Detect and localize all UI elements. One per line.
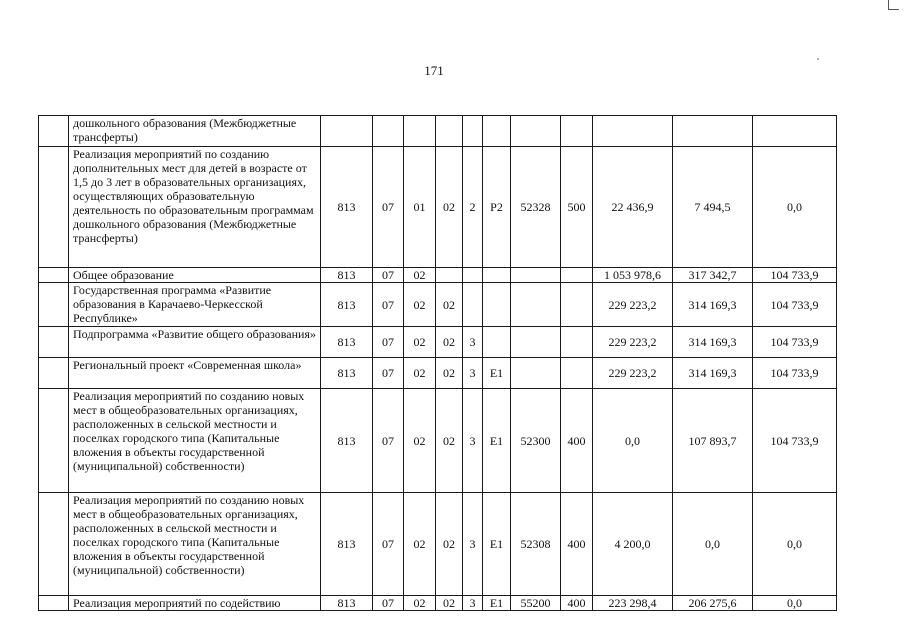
cell-direction	[511, 283, 561, 327]
table-row	[39, 268, 837, 283]
cell-name: дошкольного образования (Межбюджетные трансферты)	[69, 116, 321, 147]
cell-subprogram: 3	[463, 358, 483, 389]
cell-subprogram	[463, 116, 483, 147]
page-number: 171	[424, 63, 444, 78]
cell-sum-year-2: 107 893,7	[673, 389, 753, 493]
cell-margin	[39, 283, 69, 327]
cell-ministry-code	[321, 116, 373, 147]
cell-expense-type	[561, 116, 593, 147]
cell-subprogram: 3	[463, 389, 483, 493]
cell-subsection: 02	[404, 389, 436, 493]
cell-margin	[39, 147, 69, 268]
cell-program: 02	[436, 147, 463, 268]
cell-name: Подпрограмма «Развитие общего образования»	[69, 327, 321, 358]
cell-subsection: 01	[404, 147, 436, 268]
cell-direction: 52328	[511, 147, 561, 268]
cell-expense-type	[561, 283, 593, 327]
table-row	[39, 596, 837, 611]
cell-expense-type	[561, 268, 593, 283]
cell-subsection: 02	[404, 358, 436, 389]
cell-margin	[39, 268, 69, 283]
cell-sum-year-3: 0,0	[753, 493, 837, 596]
cell-ministry-code: 813	[321, 389, 373, 493]
cell-sum-year-1: 229 223,2	[593, 358, 673, 389]
cell-name: Государственная программа «Развитие образования в Карачаево-Черкесской Республике»	[69, 283, 321, 327]
cell-margin	[39, 116, 69, 147]
cell-project: P2	[483, 147, 511, 268]
cell-program: 02	[436, 327, 463, 358]
cell-name: Общее образование	[69, 268, 321, 283]
cell-section: 07	[373, 147, 404, 268]
cell-section: 07	[373, 596, 404, 611]
cell-expense-type: 500	[561, 147, 593, 268]
cell-margin	[39, 596, 69, 611]
cell-direction	[511, 268, 561, 283]
cell-subprogram: 3	[463, 493, 483, 596]
cell-ministry-code: 813	[321, 493, 373, 596]
cell-ministry-code: 813	[321, 327, 373, 358]
cell-direction: 52300	[511, 389, 561, 493]
cell-sum-year-2: 314 169,3	[673, 358, 753, 389]
cell-margin	[39, 358, 69, 389]
cell-sum-year-1: 223 298,4	[593, 596, 673, 611]
cell-sum-year-3: 0,0	[753, 147, 837, 268]
cell-subsection: 02	[404, 268, 436, 283]
cell-direction: 52308	[511, 493, 561, 596]
cell-subprogram: 3	[463, 596, 483, 611]
cell-sum-year-1: 229 223,2	[593, 327, 673, 358]
cell-name: Реализация мероприятий по созданию новых мест в общеобразовательных организациях, расположенных в сельской местности и поселках городского типа (Капитальные вложения в объекты государственной (муниципальной) собственности)	[69, 389, 321, 493]
cell-name: Региональный проект «Современная школа»	[69, 358, 321, 389]
cell-sum-year-3: 104 733,9	[753, 358, 837, 389]
cell-section: 07	[373, 389, 404, 493]
cell-name: Реализация мероприятий по созданию дополнительных мест для детей в возрасте от 1,5 до 3 лет в образовательных организациях, осуществляющих образовательную деятельность по образовательным программам дошкольного образования (Межбюджетные трансферты)	[69, 147, 321, 268]
cell-direction	[511, 116, 561, 147]
cell-section: 07	[373, 358, 404, 389]
cell-sum-year-1: 1 053 978,6	[593, 268, 673, 283]
cell-direction: 55200	[511, 596, 561, 611]
cell-expense-type: 400	[561, 493, 593, 596]
cell-sum-year-2	[673, 116, 753, 147]
cell-expense-type	[561, 327, 593, 358]
cell-subsection	[404, 116, 436, 147]
cell-sum-year-3: 104 733,9	[753, 327, 837, 358]
cell-program: 02	[436, 389, 463, 493]
cell-expense-type: 400	[561, 596, 593, 611]
cell-project: E1	[483, 389, 511, 493]
cell-section: 07	[373, 327, 404, 358]
cell-margin	[39, 389, 69, 493]
cell-project: E1	[483, 358, 511, 389]
cell-subprogram: 2	[463, 147, 483, 268]
table-row	[39, 327, 837, 358]
cell-expense-type: 400	[561, 389, 593, 493]
cell-name: Реализация мероприятий по содействию	[69, 596, 321, 611]
cell-expense-type	[561, 358, 593, 389]
cell-project: E1	[483, 493, 511, 596]
cell-subprogram	[463, 268, 483, 283]
cell-sum-year-2: 7 494,5	[673, 147, 753, 268]
cell-sum-year-1: 4 200,0	[593, 493, 673, 596]
cell-ministry-code: 813	[321, 268, 373, 283]
table-row	[39, 147, 837, 268]
table-body	[39, 116, 837, 611]
cell-section: 07	[373, 283, 404, 327]
cell-subsection: 02	[404, 493, 436, 596]
cell-sum-year-3	[753, 116, 837, 147]
cell-program: 02	[436, 493, 463, 596]
cell-section	[373, 116, 404, 147]
cell-name: Реализация мероприятий по созданию новых мест в общеобразовательных организациях, расположенных в сельской местности и поселках городского типа (Капитальные вложения в объекты государственной (муниципальной) собственности)	[69, 493, 321, 596]
cell-program: 02	[436, 283, 463, 327]
cell-sum-year-2: 0,0	[673, 493, 753, 596]
cell-sum-year-3: 104 733,9	[753, 389, 837, 493]
cell-program: 02	[436, 358, 463, 389]
cell-program	[436, 116, 463, 147]
cell-subsection: 02	[404, 283, 436, 327]
cell-project: E1	[483, 596, 511, 611]
cell-project	[483, 268, 511, 283]
table-row	[39, 389, 837, 493]
scan-speck	[817, 58, 819, 60]
cell-subprogram	[463, 283, 483, 327]
cell-program	[436, 268, 463, 283]
cell-project	[483, 116, 511, 147]
cell-ministry-code: 813	[321, 147, 373, 268]
cell-margin	[39, 327, 69, 358]
cell-subsection: 02	[404, 596, 436, 611]
cell-sum-year-1: 0,0	[593, 389, 673, 493]
table-row	[39, 116, 837, 147]
budget-table	[38, 115, 837, 611]
cell-section: 07	[373, 268, 404, 283]
cell-sum-year-1: 22 436,9	[593, 147, 673, 268]
cell-section: 07	[373, 493, 404, 596]
cell-sum-year-2: 206 275,6	[673, 596, 753, 611]
cell-project	[483, 327, 511, 358]
cell-direction	[511, 327, 561, 358]
table-row	[39, 358, 837, 389]
cell-ministry-code: 813	[321, 596, 373, 611]
cell-sum-year-1	[593, 116, 673, 147]
cell-sum-year-3: 104 733,9	[753, 283, 837, 327]
cell-sum-year-2: 314 169,3	[673, 283, 753, 327]
cell-sum-year-3: 104 733,9	[753, 268, 837, 283]
table-row	[39, 493, 837, 596]
cell-margin	[39, 493, 69, 596]
table-row	[39, 283, 837, 327]
cell-project	[483, 283, 511, 327]
cell-ministry-code: 813	[321, 358, 373, 389]
cell-ministry-code: 813	[321, 283, 373, 327]
cell-sum-year-2: 317 342,7	[673, 268, 753, 283]
cell-program: 02	[436, 596, 463, 611]
cell-sum-year-3: 0,0	[753, 596, 837, 611]
cell-subprogram: 3	[463, 327, 483, 358]
cell-sum-year-2: 314 169,3	[673, 327, 753, 358]
cell-subsection: 02	[404, 327, 436, 358]
cell-sum-year-1: 229 223,2	[593, 283, 673, 327]
cell-direction	[511, 358, 561, 389]
scan-corner-mark	[888, 0, 899, 10]
